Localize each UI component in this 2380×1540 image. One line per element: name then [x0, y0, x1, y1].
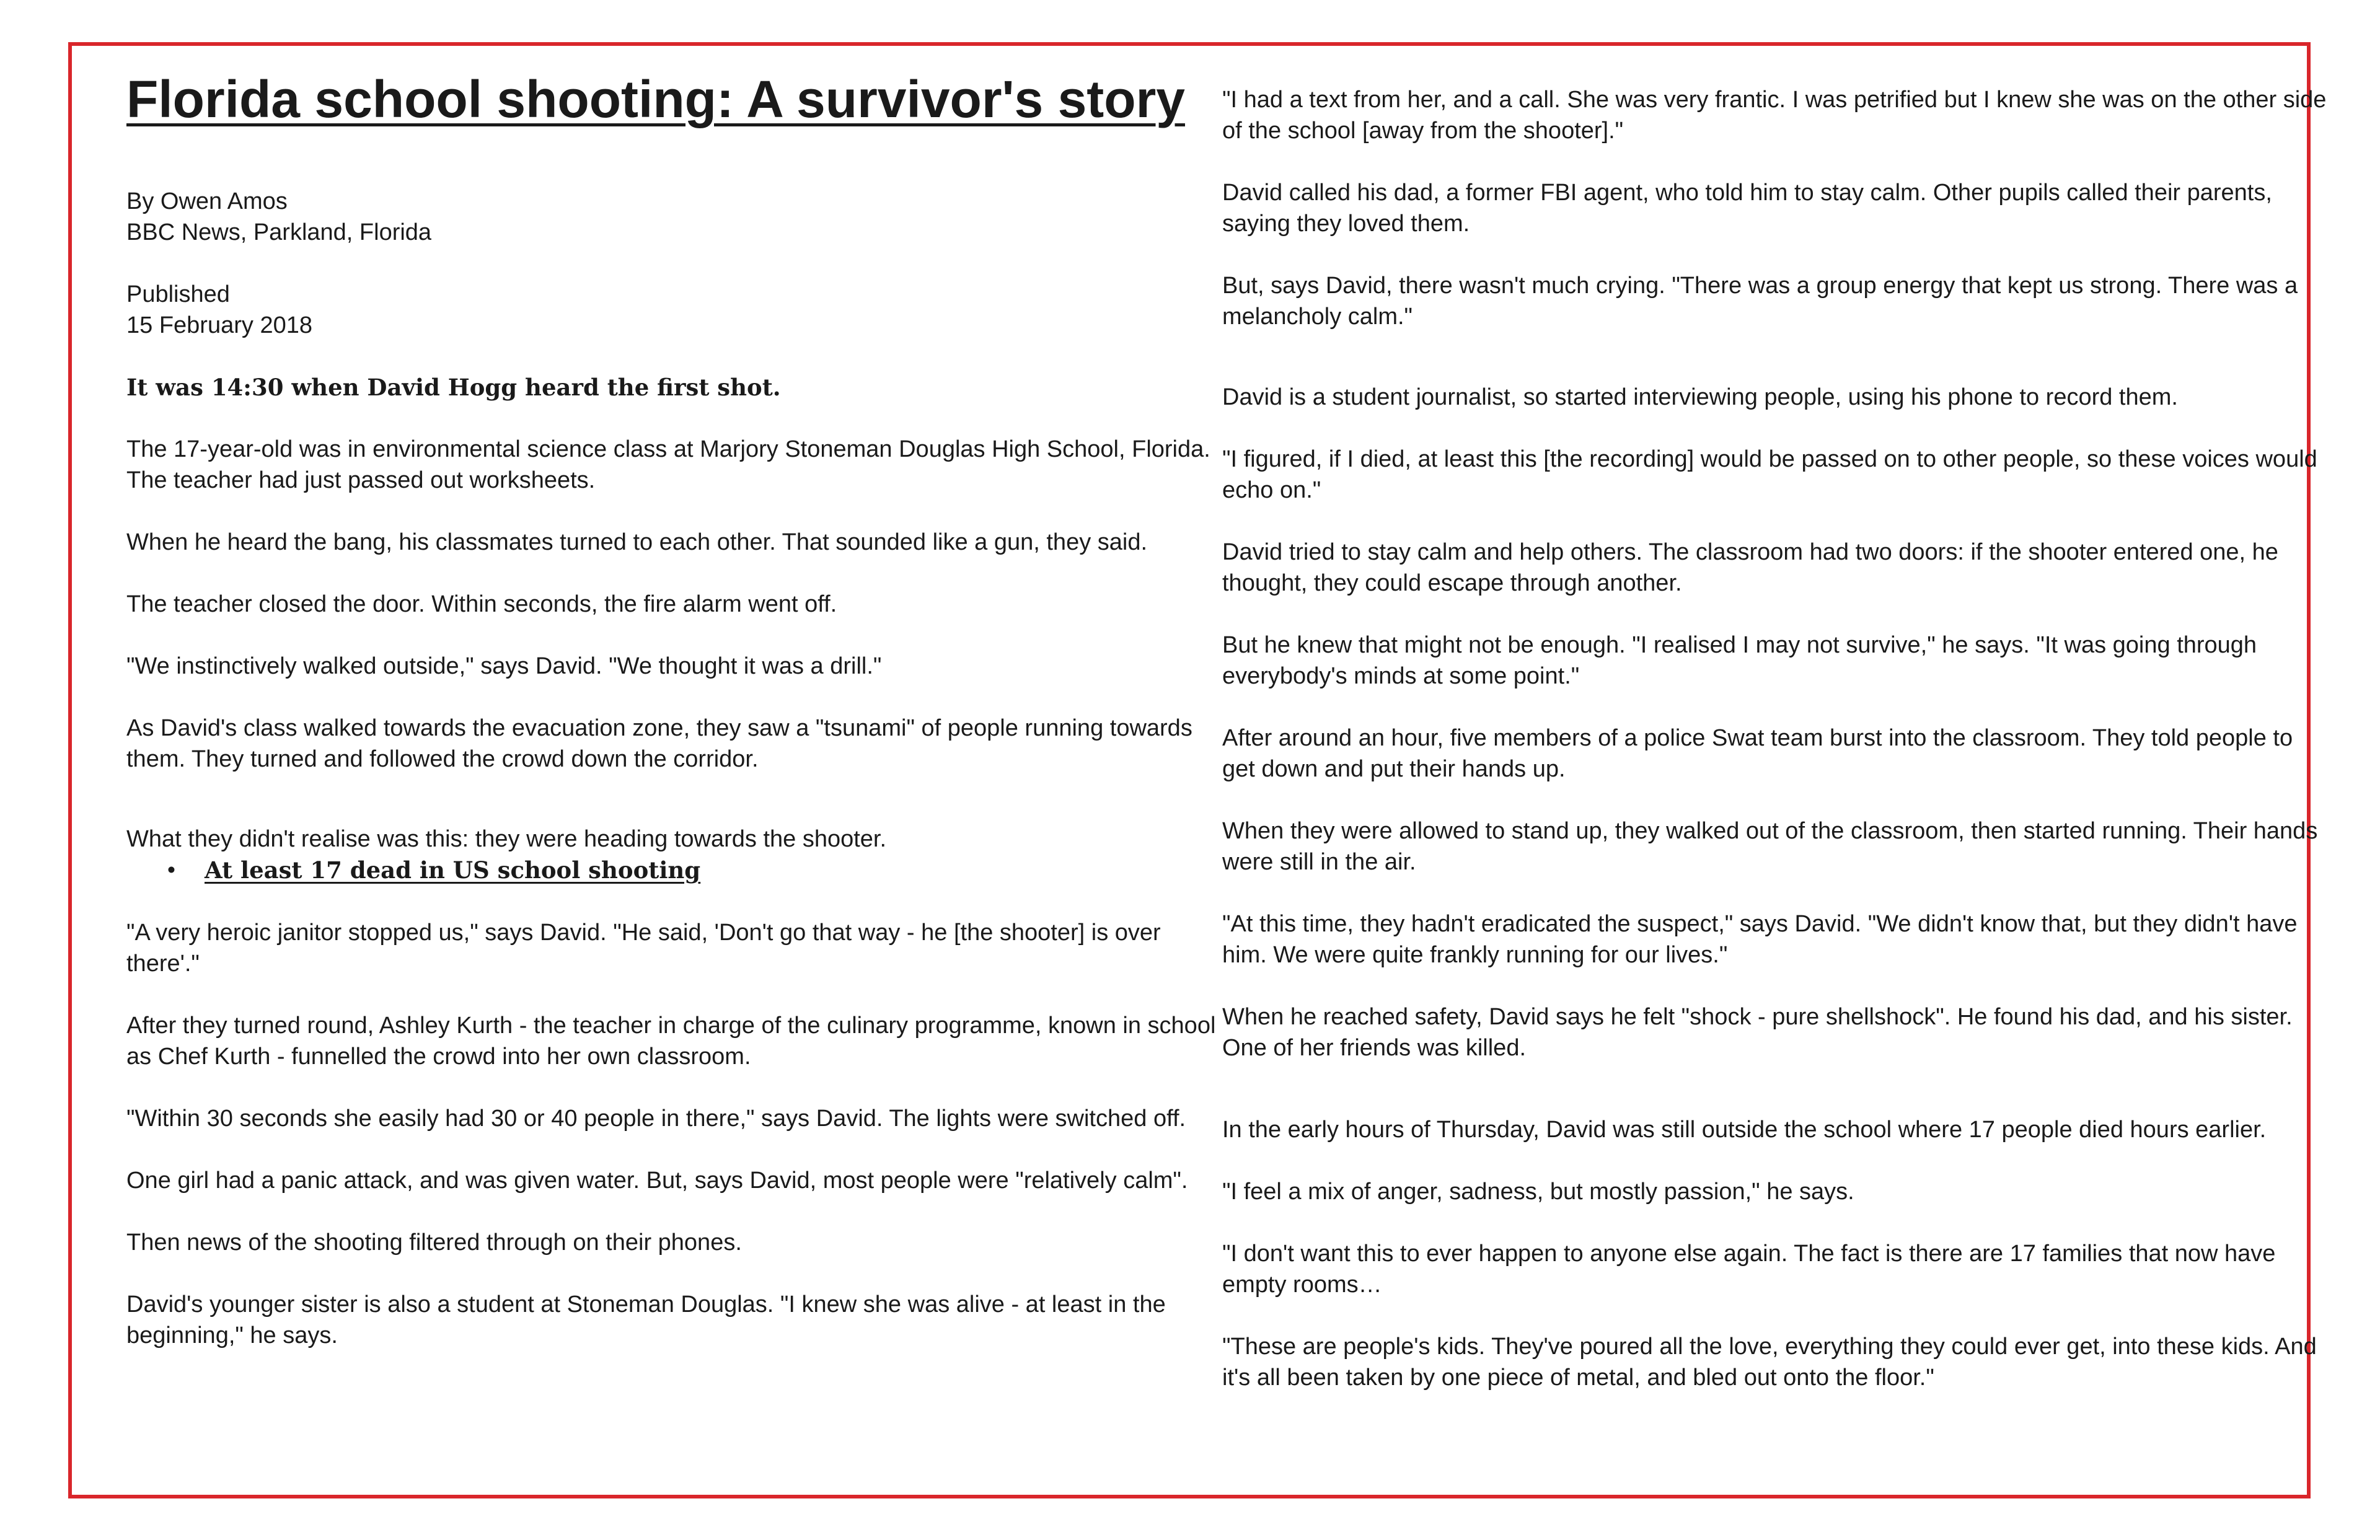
published-date: 15 February 2018 [126, 312, 312, 338]
byline: By Owen Amos [126, 188, 288, 214]
published-label: Published [126, 281, 230, 307]
paragraph: The teacher closed the door. Within seconds, the fire alarm went off. [126, 591, 837, 617]
related-links [126, 855, 1230, 886]
paragraph: David called his dad, a former FBI agent, who told him to stay calm. Other pupils called their parents, saying they loved them. [1222, 180, 2272, 237]
paragraph: But he knew that might not be enough. "I realised I may not survive," he says. "It was going through everybody's minds at some point." [1222, 632, 2257, 689]
paragraph: "Within 30 seconds she easily had 30 or 40 people in there," says David. The lights were switched off. [126, 1106, 1186, 1132]
article-title: Florida school shooting: A survivor's story [126, 70, 1185, 128]
paragraph: But, says David, there wasn't much crying. "There was a group energy that kept us strong. There was a melancholy calm." [1222, 273, 2298, 330]
paragraph: "I had a text from her, and a call. She was very frantic. I was petrified but I knew she was on the other side of the school [away from the shooter]." [1222, 87, 2327, 144]
paragraph: Then news of the shooting filtered through on their phones. [126, 1230, 742, 1256]
paragraph: When he heard the bang, his classmates turned to each other. That sounded like a gun, they said. [126, 529, 1148, 555]
paragraph: As David's class walked towards the evacuation zone, they saw a "tsunami" of people running towards them. They turned and followed the crowd down the corridor. [126, 715, 1192, 772]
related-link[interactable]: At least 17 dead in US school shooting [205, 856, 701, 884]
paragraph: "At this time, they hadn't eradicated the suspect," says David. "We didn't know that, but they didn't have him. We were quite frankly running for our lives." [1222, 911, 2298, 968]
outlet: BBC News, Parkland, Florida [126, 219, 432, 245]
paragraph: "A very heroic janitor stopped us," says David. "He said, 'Don't go that way - he [the shooter] is over there'." [126, 920, 1161, 977]
paragraph: "I feel a mix of anger, sadness, but mostly passion," he says. [1222, 1179, 1854, 1205]
left-column [126, 46, 1230, 1351]
paragraph: "I don't want this to ever happen to anyone else again. The fact is there are 17 families that now have empty rooms… [1222, 1241, 2276, 1298]
related-link-item[interactable] [167, 855, 1230, 886]
paragraph: One girl had a panic attack, and was given water. But, says David, most people were "relatively calm". [126, 1168, 1188, 1194]
paragraph: David tried to stay calm and help others. The classroom had two doors: if the shooter entered one, he thought, they could escape through another. [1222, 539, 2278, 596]
paragraph: What they didn't realise was this: they were heading towards the shooter. [126, 826, 887, 852]
paragraph: David's younger sister is also a student at Stoneman Douglas. "I knew she was alive - at least in the beginning," he says. [126, 1291, 1166, 1349]
paragraph: "We instinctively walked outside," says David. "We thought it was a drill." [126, 653, 882, 679]
paragraph: David is a student journalist, so started interviewing people, using his phone to record them. [1222, 384, 2178, 410]
lead-paragraph: It was 14:30 when David Hogg heard the first shot. [126, 374, 781, 401]
paragraph: After they turned round, Ashley Kurth - the teacher in charge of the culinary programme, known in school as Chef Kurth - funnelled the crowd into her own classroom. [126, 1013, 1216, 1070]
paragraph: When he reached safety, David says he felt "shock - pure shellshock". He found his dad, and his sister. One of her friends was killed. [1222, 1004, 2293, 1061]
bullet-icon: • [167, 857, 175, 882]
paragraph: When they were allowed to stand up, they walked out of the classroom, then started running. Their hands were still in the air. [1222, 818, 2318, 875]
paragraph: "These are people's kids. They've poured all the love, everything they could ever get, into these kids. And it's all been taken by one piece of metal, and bled out onto the floor." [1222, 1334, 2317, 1391]
paragraph: The 17-year-old was in environmental science class at Marjory Stoneman Douglas High School, Florida. The teacher had just passed out worksheets. [126, 436, 1210, 493]
paragraph: After around an hour, five members of a police Swat team burst into the classroom. They told people to get down and put their hands up. [1222, 725, 2293, 782]
right-column [1222, 46, 2332, 1393]
paragraph: "I figured, if I died, at least this [the recording] would be passed on to other people, so these voices would echo on." [1222, 446, 2317, 503]
paragraph: In the early hours of Thursday, David was still outside the school where 17 people died hours earlier. [1222, 1117, 2267, 1143]
article-frame [68, 42, 2327, 1498]
